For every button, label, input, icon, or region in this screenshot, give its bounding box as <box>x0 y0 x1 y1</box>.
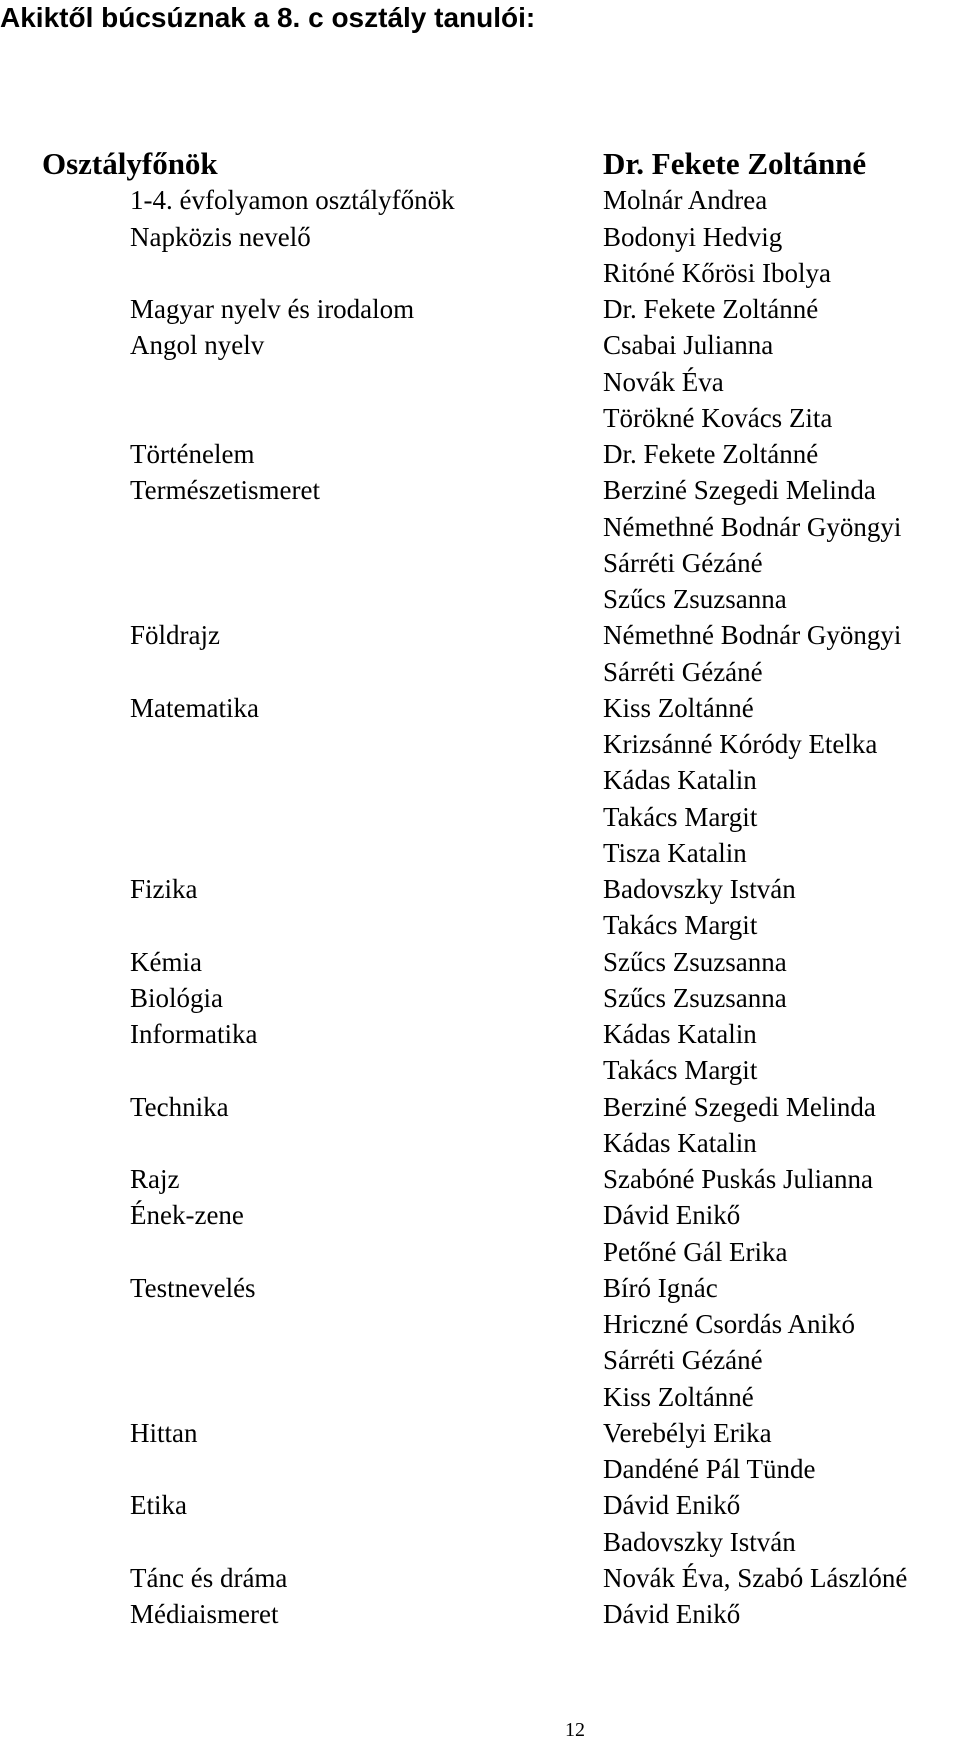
staff-row <box>0 1451 960 1487</box>
staff-row <box>0 255 960 291</box>
staff-row <box>0 291 960 327</box>
staff-row <box>0 762 960 798</box>
teacher-name: Szabóné Puskás Julianna <box>603 1164 873 1194</box>
staff-row <box>0 581 960 617</box>
staff-row <box>0 1415 960 1451</box>
teacher-name: Sárréti Gézáné <box>603 547 763 578</box>
staff-row <box>0 436 960 472</box>
class-teacher-row <box>0 146 960 182</box>
teacher-name: Takács Margit <box>603 1055 758 1086</box>
teacher-name: Badovszky István <box>603 874 796 904</box>
subject-label: Tánc és dráma <box>130 1562 288 1593</box>
staff-row <box>0 1306 960 1342</box>
subject-label: Földrajz <box>130 620 220 651</box>
teacher-name: Verebélyi Erika <box>603 1417 772 1448</box>
teacher-name: Berziné Szegedi Melinda <box>603 1091 876 1122</box>
staff-row <box>0 1016 960 1052</box>
teacher-name: Dandéné Pál Tünde <box>603 1454 816 1484</box>
teacher-name: Csabai Julianna <box>603 330 774 361</box>
teacher-name: Kádas Katalin <box>603 1127 757 1158</box>
teacher-name: Szűcs Zsuzsanna <box>603 982 787 1013</box>
subject-label: Természetismeret <box>130 475 321 506</box>
staff-row <box>0 472 960 508</box>
teacher-name: Hriczné Csordás Anikó <box>603 1309 855 1339</box>
staff-row <box>0 871 960 907</box>
teacher-name: Kádas Katalin <box>603 1019 757 1049</box>
subject-label: Angol nyelv <box>130 330 265 361</box>
teacher-name: Novák Éva, Szabó Lászlóné <box>603 1562 908 1593</box>
staff-row <box>0 1052 960 1088</box>
staff-row <box>0 654 960 690</box>
staff-row <box>0 1270 960 1306</box>
teacher-name: Kiss Zoltánné <box>603 1381 754 1412</box>
subject-label: Testnevelés <box>130 1272 256 1303</box>
teacher-name: Krizsánné Kóródy Etelka <box>603 729 878 759</box>
teacher-name: Ritóné Kőrösi Ibolya <box>603 257 831 288</box>
staff-row <box>0 327 960 363</box>
staff-row <box>0 219 960 255</box>
teacher-name: Szűcs Zsuzsanna <box>603 584 787 614</box>
teacher-name: Törökné Kovács Zita <box>603 402 833 433</box>
staff-row <box>0 980 960 1016</box>
subject-label: Kémia <box>130 946 202 977</box>
staff-row <box>0 799 960 835</box>
teacher-name: Sárréti Gézáné <box>603 656 763 687</box>
teacher-name: Takács Margit <box>603 910 758 941</box>
subject-label: Osztályfőnök <box>42 146 218 181</box>
staff-row <box>0 400 960 436</box>
staff-row <box>0 690 960 726</box>
staff-row <box>0 1560 960 1596</box>
teacher-name: Némethné Bodnár Gyöngyi <box>603 620 902 651</box>
subject-label: Biológia <box>130 982 223 1013</box>
staff-row <box>0 545 960 581</box>
staff-row <box>0 1379 960 1415</box>
staff-row <box>0 1342 960 1378</box>
staff-row <box>0 1197 960 1233</box>
subject-label: Matematika <box>130 692 259 723</box>
teacher-name: Bíró Ignác <box>603 1272 718 1303</box>
teacher-name: Dr. Fekete Zoltánné <box>603 294 819 324</box>
staff-row <box>0 944 960 980</box>
page-number: 12 <box>565 1719 585 1741</box>
teacher-name: Takács Margit <box>603 801 758 832</box>
staff-row <box>0 726 960 762</box>
subject-label: Napközis nevelő <box>130 221 311 252</box>
teacher-name: Dr. Fekete Zoltánné <box>603 146 867 181</box>
staff-row <box>0 1161 960 1197</box>
subject-label: Etika <box>130 1490 187 1521</box>
staff-row <box>0 1125 960 1161</box>
staff-row <box>0 364 960 400</box>
teacher-name: Novák Éva <box>603 366 724 397</box>
staff-row <box>0 1089 960 1125</box>
staff-row <box>0 182 960 218</box>
teacher-name: Kiss Zoltánné <box>603 692 754 723</box>
page-heading: Akiktől búcsúznak a 8. c osztály tanulói: <box>0 2 536 33</box>
teacher-name: Bodonyi Hedvig <box>603 221 783 252</box>
subject-label: Ének-zene <box>130 1200 244 1231</box>
subject-label: Hittan <box>130 1417 198 1448</box>
subject-label: Fizika <box>130 874 198 904</box>
teacher-name: Sárréti Gézáné <box>603 1345 763 1376</box>
staff-row <box>0 1596 960 1632</box>
staff-row <box>0 1487 960 1523</box>
teacher-name: Dr. Fekete Zoltánné <box>603 439 819 469</box>
subject-label: Rajz <box>130 1164 180 1194</box>
subject-label: Informatika <box>130 1019 258 1049</box>
teacher-name: Dávid Enikő <box>603 1490 741 1521</box>
subject-label: Magyar nyelv és irodalom <box>130 294 415 324</box>
teacher-name: Dávid Enikő <box>603 1200 741 1231</box>
staff-row <box>0 509 960 545</box>
teacher-name: Molnár Andrea <box>603 185 768 216</box>
staff-row <box>0 617 960 653</box>
teacher-name: Berziné Szegedi Melinda <box>603 475 876 506</box>
staff-row <box>0 907 960 943</box>
teacher-name: Tisza Katalin <box>603 837 747 868</box>
subject-label: Médiaismeret <box>130 1599 279 1629</box>
staff-row <box>0 1524 960 1560</box>
staff-list <box>0 146 960 1632</box>
subject-label: Történelem <box>130 439 255 469</box>
subject-label: Technika <box>130 1091 229 1122</box>
teacher-name: Dávid Enikő <box>603 1599 741 1629</box>
teacher-name: Némethné Bodnár Gyöngyi <box>603 511 902 542</box>
teacher-name: Petőné Gál Erika <box>603 1236 788 1267</box>
subject-label: 1-4. évfolyamon osztályfőnök <box>130 185 455 216</box>
teacher-name: Badovszky István <box>603 1526 796 1557</box>
teacher-name: Kádas Katalin <box>603 765 757 796</box>
staff-row <box>0 835 960 871</box>
staff-row <box>0 1234 960 1270</box>
teacher-name: Szűcs Zsuzsanna <box>603 946 787 977</box>
